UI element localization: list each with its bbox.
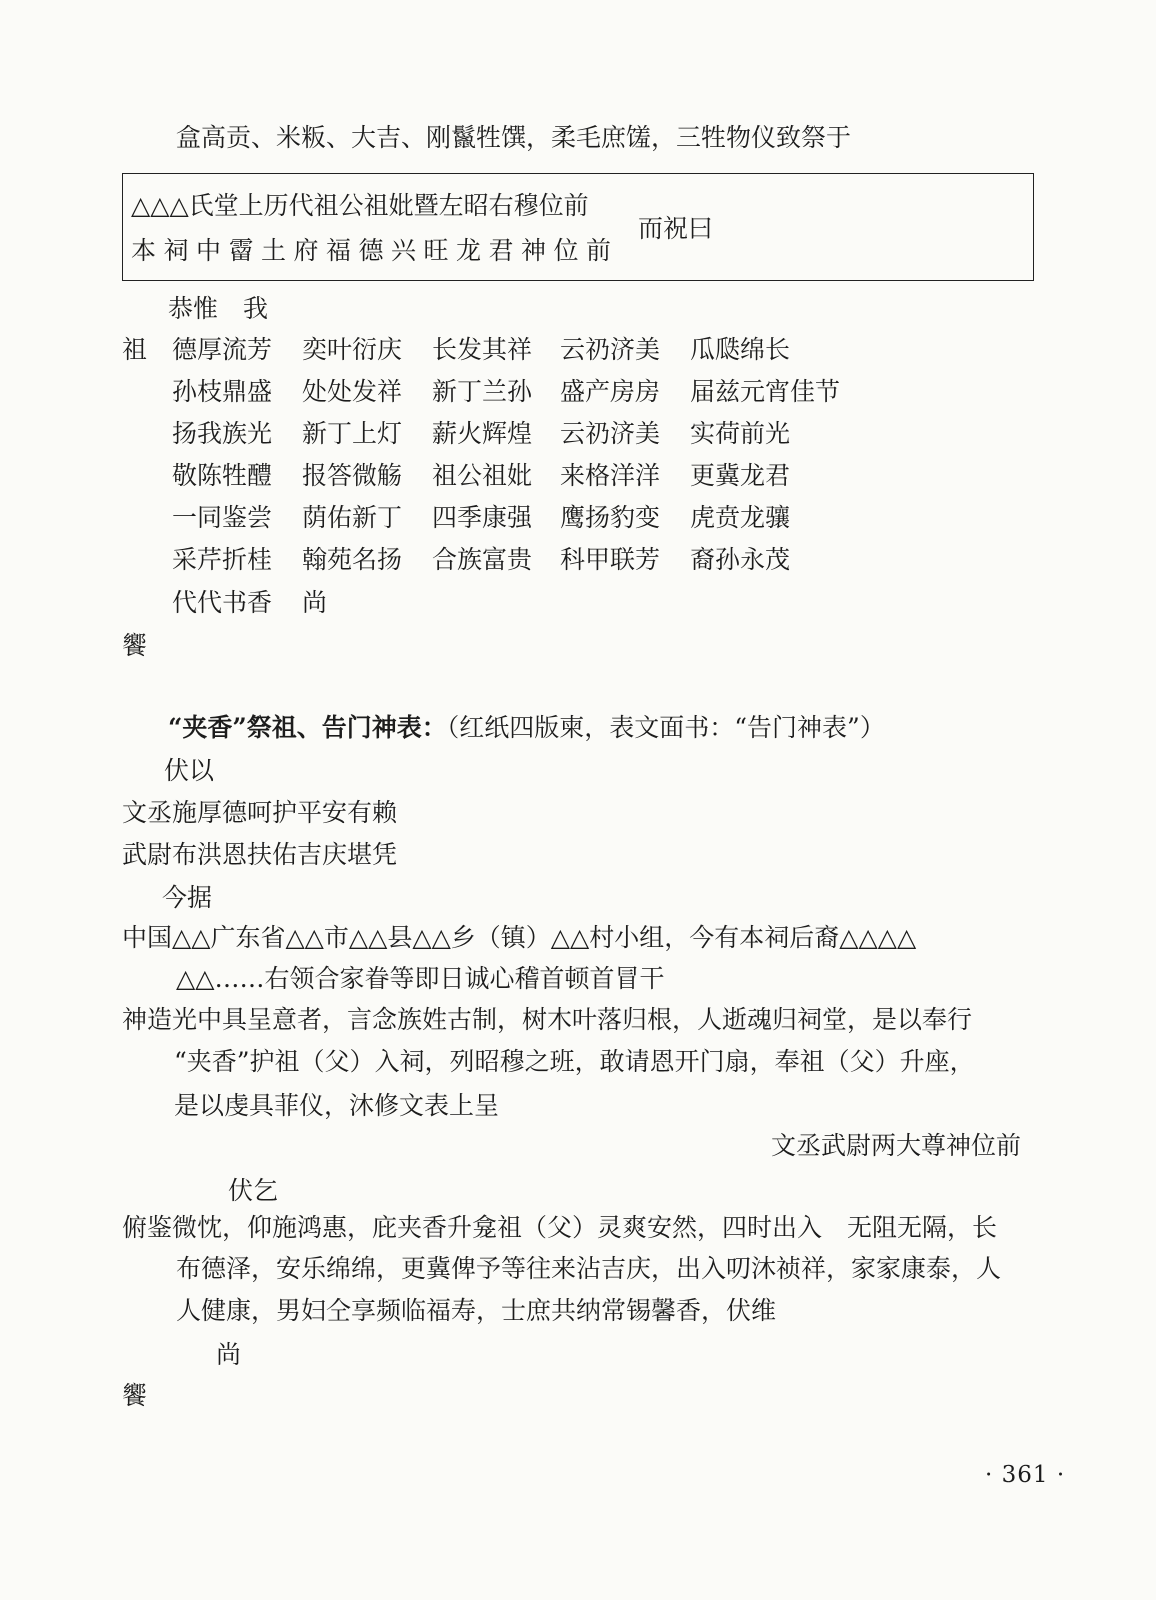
verse-phrase: 来格洋洋 (560, 461, 661, 490)
verse-phrase: 合族富贵 (432, 545, 533, 574)
verse-phrase: 报答微觞 (302, 461, 403, 490)
verse-phrase: 鹰扬豹变 (560, 503, 661, 532)
verse-phrase: 采芹折桂 (172, 545, 273, 574)
verse-phrase: 盛产房房 (560, 377, 661, 406)
verse-phrase: 孙枝鼎盛 (172, 377, 273, 406)
verse-phrase: 裔孙永茂 (690, 545, 791, 574)
verse-phrase: 长发其祥 (432, 335, 533, 364)
box-suffix: 而祝曰 (638, 214, 714, 243)
verse-phrase: 更冀龙君 (690, 461, 791, 490)
verse-phrase: 代代书香 (172, 588, 273, 617)
section2-heading-line (168, 711, 885, 745)
plea-line-2: 布德泽，安乐绵绵，更冀俾予等往来沾吉庆，出入叨沐祯祥，家家康泰，人 (176, 1254, 1002, 1283)
line-wencheng: 文丞施厚德呵护平安有赖 (122, 798, 398, 827)
prayer-closing: 饗 (122, 631, 148, 660)
verse-phrase: 云礽济美 (560, 335, 661, 364)
verse-phrase: 尚 (302, 588, 328, 617)
verse-phrase: 云礽济美 (560, 419, 661, 448)
jinju: 今据 (162, 883, 213, 912)
body-line-2: “夹香”护祖（父）入祠，列昭穆之班，敢请恩开门扇，奉祖（父）升座， (174, 1047, 975, 1076)
verse-phrase: 新丁兰孙 (432, 377, 533, 406)
line-wuwei: 武尉布洪恩扶佑吉庆堪凭 (122, 840, 398, 869)
prayer-lead-char: 祖 (122, 335, 148, 364)
verse-phrase: 翰苑名扬 (302, 545, 403, 574)
verse-phrase: 新丁上灯 (302, 419, 403, 448)
body-line-1: 神造光中具呈意者，言念族姓古制，树木叶落归根，人逝魂归祠堂，是以奉行 (122, 1005, 973, 1034)
box-row-earth-god: 本祠中霤土府福德兴旺龙君神位前 (131, 236, 619, 265)
fuqi: 伏乞 (228, 1176, 279, 1205)
section2-closing: 饗 (122, 1381, 148, 1410)
verse-phrase: 薪火辉煌 (432, 419, 533, 448)
verse-phrase: 虎贲龙骧 (690, 503, 791, 532)
deity-box (122, 173, 1034, 281)
box-row-ancestors: △△△氏堂上历代祖公祖妣暨左昭右穆位前 (131, 191, 589, 220)
section2-heading-note: （红纸四版柬，表文面书：“告门神表”） (446, 713, 885, 742)
verse-phrase: 处处发祥 (302, 377, 403, 406)
address-line-1: 中国△△广东省△△市△△县△△乡（镇）△△村小组，今有本祠后裔△△△△ (122, 923, 917, 952)
verse-phrase: 科甲联芳 (560, 545, 661, 574)
verse-phrase: 四季康强 (432, 503, 533, 532)
verse-phrase: 届兹元宵佳节 (690, 377, 841, 406)
prayer-opening: 恭惟 我 (168, 294, 269, 323)
plea-line-1: 俯鉴微忱，仰施鸿惠，庇夹香升龛祖（父）灵爽安然，四时出入 无阻无隔，长 (122, 1213, 998, 1242)
plea-line-3: 人健康，男妇仝享频临福寿，士庶共纳常锡馨香，伏维 (176, 1296, 777, 1325)
addressee: 文丞武尉两大尊神位前 (771, 1131, 1022, 1160)
verse-phrase: 荫佑新丁 (302, 503, 403, 532)
page-number: · 361 · (985, 1462, 1066, 1488)
section2-heading: “夹香”祭祖、告门神表： (168, 713, 447, 742)
address-line-2: △△……右领合家眷等即日诚心稽首顿首冒干 (176, 964, 665, 993)
offering-line: 盒高贡、米粄、大吉、刚鬣牲馔，柔毛庶馐，三牲物仪致祭于 (176, 123, 852, 152)
verse-phrase: 奕叶衍庆 (302, 335, 403, 364)
fuyi: 伏以 (164, 756, 215, 785)
verse-phrase: 瓜瓞绵长 (690, 335, 791, 364)
verse-phrase: 扬我族光 (172, 419, 273, 448)
body-line-3: 是以虔具菲仪，沐修文表上呈 (174, 1091, 500, 1120)
verse-phrase: 实荷前光 (690, 419, 791, 448)
shang: 尚 (216, 1340, 242, 1369)
verse-phrase: 一同鉴尝 (172, 503, 273, 532)
verse-phrase: 祖公祖妣 (432, 461, 533, 490)
verse-phrase: 敬陈牲醴 (172, 461, 273, 490)
verse-phrase: 德厚流芳 (172, 335, 273, 364)
